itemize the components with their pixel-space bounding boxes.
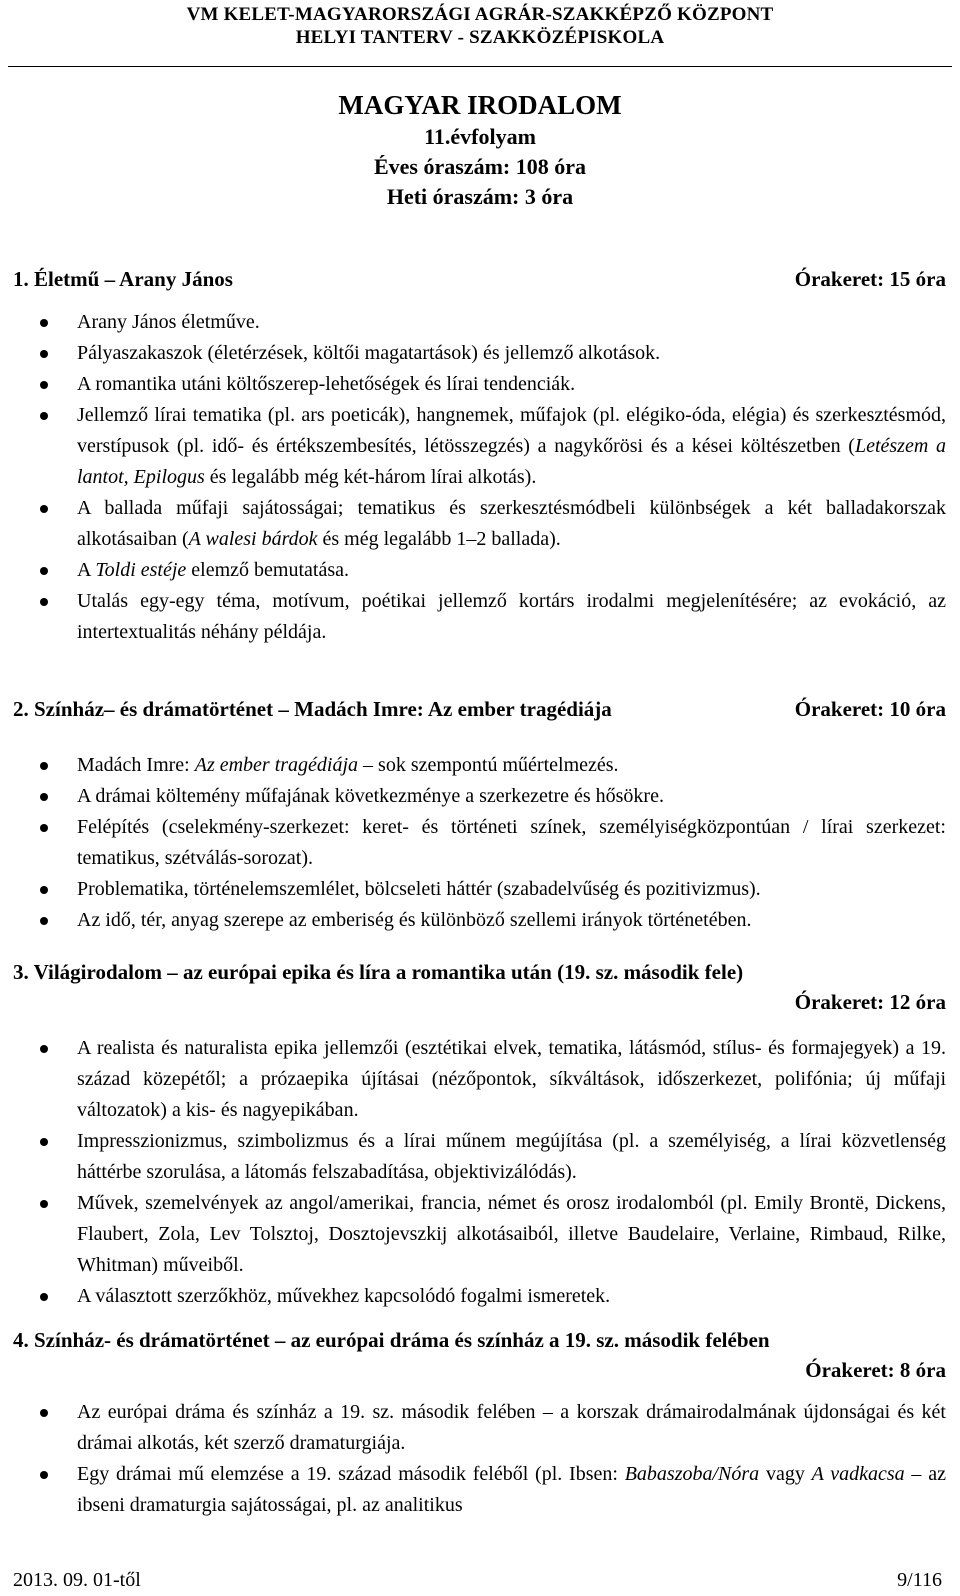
page-number: 9/116 [897,1569,942,1591]
bullet-icon [40,319,48,327]
yearly-hours: Éves óraszám: 108 óra [373,154,586,179]
list-item: Problematika, történelemszemlélet, bölcseleti háttér (szabadelvűség és pozitivizmus). [0,874,960,905]
list-item: Impresszionizmus, szimbolizmus és a lírai műnem megújítása (pl. a személyiség, a lírai közvetlenség háttérbe szorulása, a látomás felszabadítása, objektivizálódás). [0,1126,960,1188]
list-item: Felépítés (cselekmény-szerkezet: keret- és történeti színek, személyiségközpontúan / lírai szerkezet: tematikus, szétválás-sorozat). [0,812,960,874]
bullet-icon [40,1138,48,1146]
weekly-hours: Heti óraszám: 3 óra [386,184,574,209]
section-title: 4. Színház- és drámatörténet – az európai dráma és színház a 19. sz. második felében [13,1328,770,1352]
list-item: Egy drámai mű elemzése a 19. század második feléből (pl. Ibsen: Babaszoba/Nóra vagy A vadkacsa – az ibseni dramaturgia sajátosságai, pl. az analitikus [0,1459,960,1521]
bullet-icon [40,350,48,358]
bullet-icon [40,762,48,770]
bullet-icon [40,917,48,925]
bullet-icon [40,793,48,801]
section-title: 3. Világirodalom – az európai epika és líra a romantika után (19. sz. második fele) [13,960,744,984]
list-item: Madách Imre: Az ember tragédiája – sok szempontú műértelmezés. [0,750,960,781]
section-3-heading [0,957,960,1017]
section-4-heading [0,1325,960,1385]
list-item: A romantika utáni költőszerep-lehetőségek és lírai tendenciák. [0,369,960,400]
list-item: A Toldi estéje elemző bemutatása. [0,555,960,586]
section-time-frame: Órakeret: 12 óra [794,990,946,1014]
section-3-list [0,1033,960,1312]
bullet-icon [40,381,48,389]
institution-header: VM KELET-MAGYARORSZÁGI AGRÁR-SZAKKÉPZŐ KÖZPONT [186,4,774,25]
bullet-icon [40,886,48,894]
footer-date: 2013. 09. 01-től [13,1569,141,1591]
section-2-heading [0,694,960,724]
list-item: A ballada műfaji sajátosságai; tematikus és szerkesztésmódbeli különbségek a két balladakorszak alkotásaiban (A walesi bárdok és még legalább 1–2 ballada). [0,493,960,555]
list-item: Pályaszakaszok (életérzések, költői magatartások) és jellemző alkotások. [0,338,960,369]
bullet-icon [40,1293,48,1301]
list-item: Jellemző lírai tematika (pl. ars poeticák), hangnemek, műfajok (pl. elégiko-óda, elégia) és szerkesztésmód, verstípusok (pl. idő- és értékszembesítés, létösszegzés) a nagykőrösi és a kései költészetben (Letészem a lantot, Epilogus és legalább még két-három lírai alkotás). [0,400,960,493]
bullet-icon [40,1200,48,1208]
work-title: Babaszoba/Nóra [624,1463,760,1485]
list-item: Utalás egy-egy téma, motívum, poétikai jellemző kortárs irodalmi megjelenítésére; az evokáció, az intertextualitás néhány példája. [0,586,960,648]
list-item: Az európai dráma és színház a 19. sz. második felében – a korszak drámairodalmának újdonságai és két drámai alkotás, két szerző dramaturgiája. [0,1397,960,1459]
section-1-heading [0,264,960,294]
section-4-list [0,1397,960,1521]
curriculum-header: HELYI TANTERV - SZAKKÖZÉPISKOLA [295,27,665,48]
section-time-frame: Órakeret: 8 óra [805,1358,946,1382]
section-time-frame: Órakeret: 15 óra [794,267,946,291]
bullet-icon [40,1409,48,1417]
bullet-icon [40,1045,48,1053]
list-item: A drámai költemény műfajának következménye a szerkezetre és hősökre. [0,781,960,812]
section-title: 2. Színház– és drámatörténet – Madách Imre: Az ember tragédiája [13,697,612,721]
section-1-list [0,307,960,648]
section-title: 1. Életmű – Arany János [13,267,233,291]
work-title: Toldi estéje [95,559,187,581]
bullet-icon [40,1471,48,1479]
subject-title: MAGYAR IRODALOM [338,90,622,120]
bullet-icon [40,824,48,832]
work-title: Letészem a lantot, Epilogus [77,435,946,488]
bullet-icon [40,412,48,420]
list-item: Művek, szemelvények az angol/amerikai, francia, német és orosz irodalomból (pl. Emily Brontë, Dickens, Flaubert, Zola, Lev Tolsztoj, Dosztojevszkij alkotásaiból, illetve Baudelaire, Verlaine, Rimbaud, Rilke, Whitman) műveiből. [0,1188,960,1281]
list-item: A választott szerzőkhöz, művekhez kapcsolódó fogalmi ismeretek. [0,1281,960,1312]
section-time-frame: Órakeret: 10 óra [794,697,946,721]
bullet-icon [40,505,48,513]
list-item: A realista és naturalista epika jellemzői (esztétikai elvek, tematika, látásmód, stílus- és formajegyek) a 19. század közepétől; a prózaepika újításai (nézőpontok, síkváltások, időszerkezet, polifónia; új műfaji változatok) a kis- és nagyepikában. [0,1033,960,1126]
grade-label: 11.évfolyam [424,124,536,149]
work-title: A walesi bárdok [188,528,318,550]
list-item: Az idő, tér, anyag szerepe az emberiség és különböző szellemi irányok történetében. [0,905,960,936]
work-title: Az ember tragédiája [194,754,359,776]
bullet-icon [40,567,48,575]
header-divider [8,66,952,67]
work-title: A vadkacsa [811,1463,905,1485]
list-item: Arany János életműve. [0,307,960,338]
section-2-list [0,750,960,936]
bullet-icon [40,598,48,606]
